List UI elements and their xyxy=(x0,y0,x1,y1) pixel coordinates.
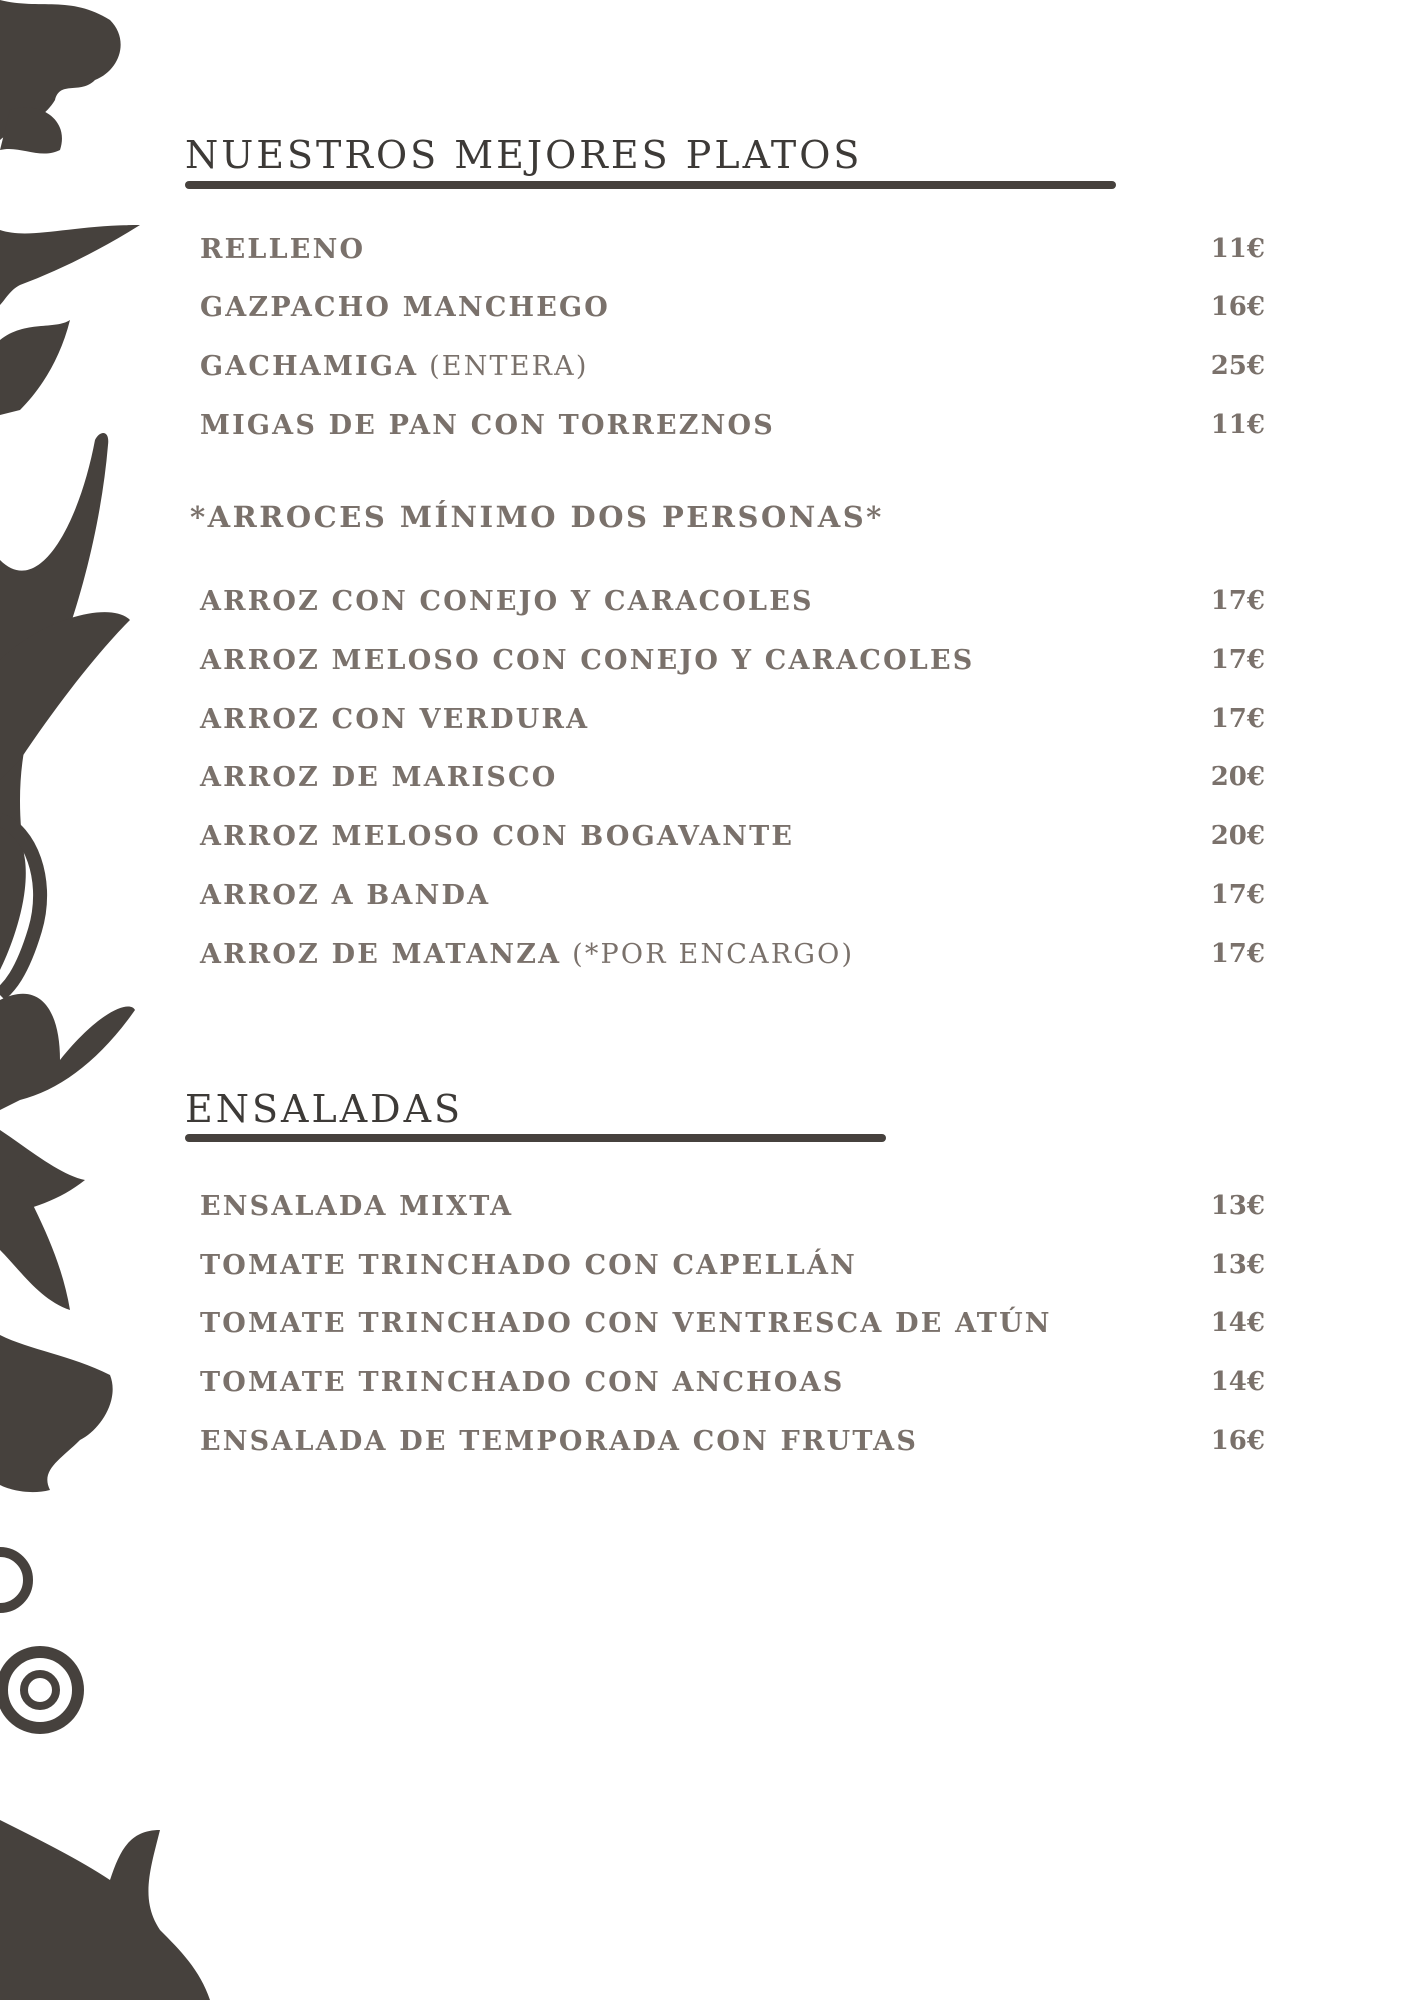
item-name: TOMATE TRINCHADO CON CAPELLÁN xyxy=(200,1250,857,1281)
item-name: ARROZ CON CONEJO Y CARACOLES xyxy=(200,586,814,617)
menu-item xyxy=(200,821,1265,861)
menu-item xyxy=(200,880,1265,920)
item-price: 11€ xyxy=(1210,234,1265,264)
item-price: 13€ xyxy=(1210,1250,1265,1280)
section-divider xyxy=(185,181,1116,189)
item-price: 17€ xyxy=(1210,586,1265,616)
section-divider xyxy=(185,1134,886,1142)
section-title: NUESTROS MEJORES PLATOS xyxy=(185,133,863,177)
item-name: MIGAS DE PAN CON TORREZNOS xyxy=(200,410,775,441)
item-price: 16€ xyxy=(1210,1426,1265,1456)
item-name: GAZPACHO MANCHEGO xyxy=(200,292,610,323)
item-name: GACHAMIGA (ENTERA) xyxy=(200,351,589,382)
menu-item xyxy=(200,1191,1265,1231)
menu-item xyxy=(200,1367,1265,1407)
item-price: 17€ xyxy=(1210,880,1265,910)
item-name: ARROZ CON VERDURA xyxy=(200,704,590,735)
item-price: 20€ xyxy=(1210,821,1265,851)
item-price: 17€ xyxy=(1210,939,1265,969)
menu-item xyxy=(200,410,1265,450)
floral-border-icon xyxy=(0,0,220,2000)
item-name: ARROZ MELOSO CON BOGAVANTE xyxy=(200,821,795,852)
item-name: RELLENO xyxy=(200,234,366,265)
item-name: TOMATE TRINCHADO CON VENTRESCA DE ATÚN xyxy=(200,1308,1052,1339)
item-price: 16€ xyxy=(1210,292,1265,322)
item-price: 17€ xyxy=(1210,704,1265,734)
menu-item xyxy=(200,762,1265,802)
section-title: ENSALADAS xyxy=(185,1087,464,1131)
item-name: ENSALADA DE TEMPORADA CON FRUTAS xyxy=(200,1426,919,1457)
menu-item xyxy=(200,234,1265,274)
item-price: 25€ xyxy=(1210,351,1265,381)
item-price: 17€ xyxy=(1210,645,1265,675)
item-name: ENSALADA MIXTA xyxy=(200,1191,514,1222)
menu-item xyxy=(200,939,1265,979)
menu-item xyxy=(200,1426,1265,1466)
menu-item xyxy=(200,1250,1265,1290)
item-name: TOMATE TRINCHADO CON ANCHOAS xyxy=(200,1367,845,1398)
item-price: 20€ xyxy=(1210,762,1265,792)
item-price: 14€ xyxy=(1210,1367,1265,1397)
item-name: ARROZ DE MARISCO xyxy=(200,762,558,793)
menu-item xyxy=(200,704,1265,744)
menu-item xyxy=(200,351,1265,391)
menu-item xyxy=(200,1308,1265,1348)
menu-item xyxy=(200,292,1265,332)
item-price: 11€ xyxy=(1210,410,1265,440)
menu-item xyxy=(200,645,1265,685)
item-price: 14€ xyxy=(1210,1308,1265,1338)
menu-item xyxy=(200,586,1265,626)
item-price: 13€ xyxy=(1210,1191,1265,1221)
item-name: ARROZ MELOSO CON CONEJO Y CARACOLES xyxy=(200,645,975,676)
item-name: ARROZ A BANDA xyxy=(200,880,491,911)
rice-note: *ARROCES MÍNIMO DOS PERSONAS* xyxy=(190,500,884,534)
item-name: ARROZ DE MATANZA (*POR ENCARGO) xyxy=(200,939,855,970)
